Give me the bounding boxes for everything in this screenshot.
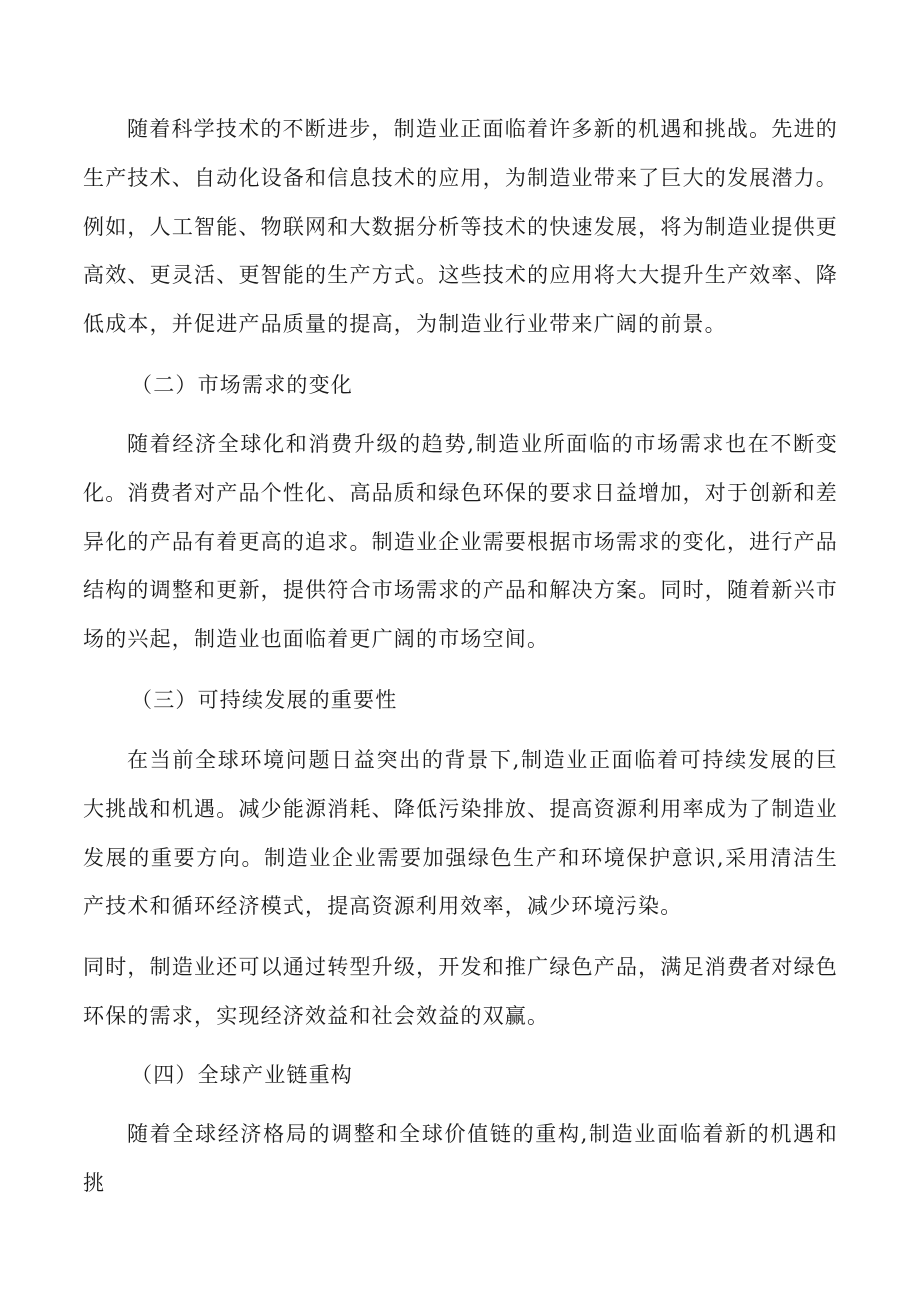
- paragraph-technology-opportunities: 随着科学技术的不断进步，制造业正面临着许多新的机遇和挑战。先进的生产技术、自动化设备和信息技术的应用，为制造业带来了巨大的发展潜力。例如，人工智能、物联网和大数据分析等技术的快速发展，将为制造业提供更高效、更灵活、更智能的生产方式。这些技术的应用将大大提升生产效率、降低成本，并促进产品质量的提高，为制造业行业带来广阔的前景。: [83, 117, 838, 337]
- paragraph-sustainability: 在当前全球环境问题日益突出的背景下,制造业正面临着可持续发展的巨大挑战和机遇。减少能源消耗、降低污染排放、提高资源利用率成为了制造业发展的重要方向。制造业企业需要加强绿色生产和环境保护意识,采用清洁生产技术和循环经济模式，提高资源利用效率，减少环境污染。: [83, 748, 838, 919]
- section-heading-market-demand: （二）市场需求的变化: [131, 373, 353, 397]
- paragraph-green-products: 同时，制造业还可以通过转型升级，开发和推广绿色产品，满足消费者对绿色环保的需求，实现经济效益和社会效益的双赢。: [83, 955, 838, 1028]
- paragraph-global-supply-chain: 随着全球经济格局的调整和全球价值链的重构,制造业面临着新的机遇和挑: [83, 1122, 838, 1195]
- section-heading-sustainability: （三）可持续发展的重要性: [131, 688, 398, 712]
- paragraph-market-demand: 随着经济全球化和消费升级的趋势,制造业所面临的市场需求也在不断变化。消费者对产品个性化、高品质和绿色环保的要求日益增加，对于创新和差异化的产品有着更高的追求。制造业企业需要根据市场需求的变化，进行产品结构的调整和更新，提供符合市场需求的产品和解决方案。同时，随着新兴市场的兴起，制造业也面临着更广阔的市场空间。: [83, 432, 838, 652]
- document-page: [83, 0, 838, 1301]
- section-heading-global-supply-chain: （四）全球产业链重构: [131, 1063, 353, 1087]
